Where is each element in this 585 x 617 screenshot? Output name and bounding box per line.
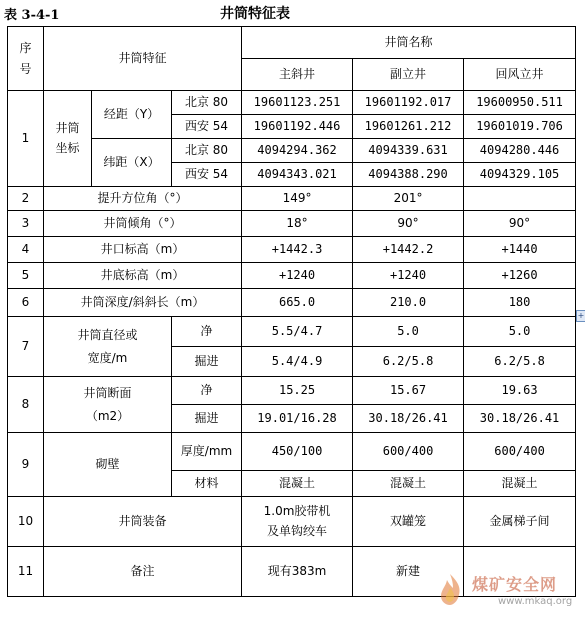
header-shaft-return-air: 回风立井: [464, 59, 576, 91]
row-number: 4: [8, 237, 44, 263]
value-cell: 180: [464, 289, 576, 317]
row-label-lining: 砌壁: [44, 433, 172, 497]
row-number: 3: [8, 211, 44, 237]
header-seq: 序号: [8, 27, 44, 91]
value-cell: 5.0: [353, 317, 464, 347]
header-shaft-main-inclined: 主斜井: [242, 59, 353, 91]
sub-label: 掘进: [172, 405, 242, 433]
value-cell: 现有383m: [242, 547, 353, 597]
value-cell: 600/400: [353, 433, 464, 471]
value-cell: 新建: [353, 547, 464, 597]
row-label-depth: 井筒深度/斜斜长（m）: [44, 289, 242, 317]
value-cell: 混凝土: [464, 471, 576, 497]
value-cell: +1260: [464, 263, 576, 289]
label-line: 井筒断面: [83, 385, 132, 400]
value-cell: +1240: [242, 263, 353, 289]
row-label-diameter: [44, 317, 172, 377]
value-line: 及单钩绞车: [267, 523, 328, 538]
value-cell: 90°: [464, 211, 576, 237]
value-cell: +1440: [464, 237, 576, 263]
page-edge-marker[interactable]: +: [577, 311, 585, 320]
header-feature: 井筒特征: [44, 27, 242, 91]
value-cell: 90°: [353, 211, 464, 237]
coord-system: 北京 80: [172, 139, 242, 163]
value-cell: 19600950.511: [464, 91, 576, 115]
value-line: 1.0m胶带机: [263, 504, 331, 519]
shaft-feature-table: [7, 26, 576, 597]
value-cell: [464, 187, 576, 211]
coord-x-label: 纬距（X）: [92, 139, 172, 187]
row-number: 9: [8, 433, 44, 497]
value-cell: 210.0: [353, 289, 464, 317]
value-cell: 混凝土: [353, 471, 464, 497]
row-label-remarks: 备注: [44, 547, 242, 597]
value-cell: 5.4/4.9: [242, 347, 353, 377]
value-cell: 15.25: [242, 377, 353, 405]
value-cell: 19601192.017: [353, 91, 464, 115]
coord-system: 西安 54: [172, 115, 242, 139]
row-label-hoist-azimuth: 提升方位角（°）: [44, 187, 242, 211]
row-label-collar-elevation: 井口标高（m）: [44, 237, 242, 263]
label-line: 井筒直径或: [77, 327, 138, 342]
value-cell: +1442.3: [242, 237, 353, 263]
row-label-inclination: 井筒倾角（°）: [44, 211, 242, 237]
value-cell: 4094343.021: [242, 163, 353, 187]
flame-logo-icon: [432, 572, 468, 608]
value-cell: 混凝土: [242, 471, 353, 497]
watermark-site-name: 煤矿安全网: [472, 575, 558, 594]
value-cell: 6.2/5.8: [353, 347, 464, 377]
row-number: 10: [8, 497, 44, 547]
value-cell: 19601019.706: [464, 115, 576, 139]
row-number: 7: [8, 317, 44, 377]
value-cell: 6.2/5.8: [464, 347, 576, 377]
label-line: 宽度/m: [87, 350, 128, 365]
value-cell: 201°: [353, 187, 464, 211]
value-cell: +1240: [353, 263, 464, 289]
value-cell: 19.01/16.28: [242, 405, 353, 433]
value-cell: 18°: [242, 211, 353, 237]
coord-system: 西安 54: [172, 163, 242, 187]
sub-label: 净: [172, 317, 242, 347]
row-label-coordinates: 井筒坐标: [44, 91, 92, 187]
row-number: 1: [8, 91, 44, 187]
value-cell: 4094294.362: [242, 139, 353, 163]
row-number: 8: [8, 377, 44, 433]
coord-y-label: 经距（Y）: [92, 91, 172, 139]
sub-label: 掘进: [172, 347, 242, 377]
row-number: 6: [8, 289, 44, 317]
header-name-group: 井筒名称: [242, 27, 576, 59]
row-label-cross-section: [44, 377, 172, 433]
value-cell: 19601192.446: [242, 115, 353, 139]
row-label-equipment: 井筒装备: [44, 497, 242, 547]
watermark-url: www.mkaq.org: [498, 596, 573, 607]
watermark: [432, 570, 582, 614]
row-label-bottom-elevation: 井底标高（m）: [44, 263, 242, 289]
coord-system: 北京 80: [172, 91, 242, 115]
value-cell: 5.5/4.7: [242, 317, 353, 347]
value-cell: 19601123.251: [242, 91, 353, 115]
value-cell: 600/400: [464, 433, 576, 471]
header-shaft-auxiliary: 副立井: [353, 59, 464, 91]
value-cell: 30.18/26.41: [353, 405, 464, 433]
value-cell: 19.63: [464, 377, 576, 405]
value-cell: [242, 497, 353, 547]
value-cell: 金属梯子间: [464, 497, 576, 547]
row-number: 5: [8, 263, 44, 289]
value-cell: 665.0: [242, 289, 353, 317]
value-cell: +1442.2: [353, 237, 464, 263]
value-cell: 19601261.212: [353, 115, 464, 139]
title-row: [0, 0, 585, 26]
value-cell: 15.67: [353, 377, 464, 405]
value-cell: 30.18/26.41: [464, 405, 576, 433]
row-number: 11: [8, 547, 44, 597]
sub-label: 净: [172, 377, 242, 405]
value-cell: 4094388.290: [353, 163, 464, 187]
value-cell: 4094339.631: [353, 139, 464, 163]
row-number: 2: [8, 187, 44, 211]
value-cell: 149°: [242, 187, 353, 211]
sub-label: 厚度/mm: [172, 433, 242, 471]
value-cell: 450/100: [242, 433, 353, 471]
value-cell: 双罐笼: [353, 497, 464, 547]
value-cell: 5.0: [464, 317, 576, 347]
value-cell: 4094329.105: [464, 163, 576, 187]
value-cell: 4094280.446: [464, 139, 576, 163]
table-number: 表 3-4-1: [4, 8, 60, 23]
table-title: 井筒特征表: [220, 6, 290, 22]
label-line: （m2）: [85, 408, 130, 423]
sub-label: 材料: [172, 471, 242, 497]
